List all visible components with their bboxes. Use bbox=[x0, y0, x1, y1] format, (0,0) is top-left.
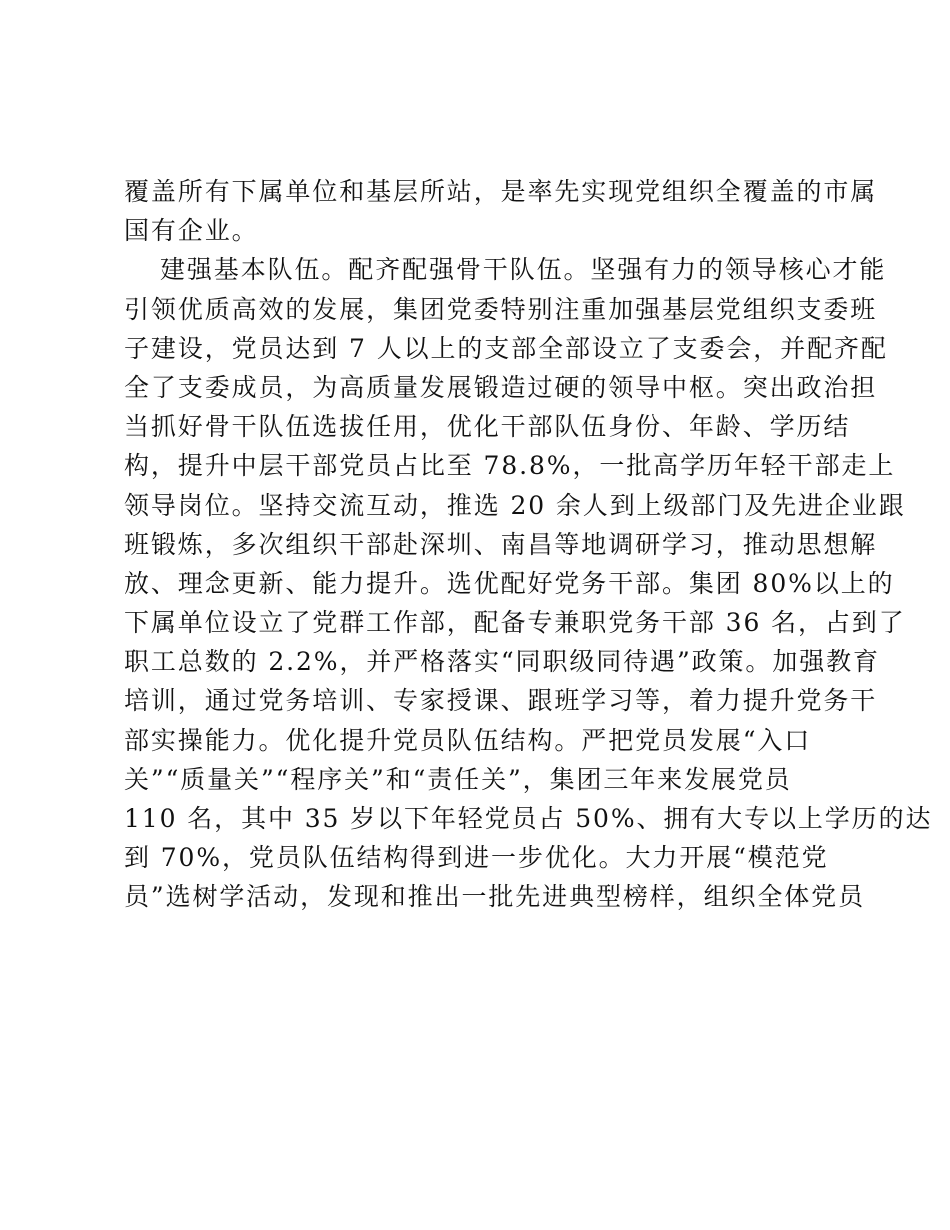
text-line: 下属单位设立了党群工作部，配备专兼职党务干部 36 名，占到了 bbox=[124, 608, 906, 638]
text-line: 放、理念更新、能力提升。选优配好党务干部。集团 80%以上的 bbox=[124, 568, 895, 598]
text-line: 领导岗位。坚持交流互动，推选 20 余人到上级部门及先进企业跟 bbox=[124, 490, 906, 520]
text-line: 员”选树学活动，发现和推出一批先进典型榜样，组织全体党员 bbox=[124, 882, 865, 912]
text-line: 110 名，其中 35 岁以下年轻党员占 50%、拥有大专以上学历的达 bbox=[124, 804, 933, 833]
text-line: 子建设，党员达到 7 人以上的支部全部设立了支委会，并配齐配 bbox=[124, 333, 888, 363]
text-line: 班锻炼，多次组织干部赴深圳、南昌等地调研学习，推动思想解 bbox=[124, 529, 878, 559]
text-line: 引领优质高效的发展，集团党委特别注重加强基层党组织支委班 bbox=[124, 294, 878, 324]
text-line: 培训，通过党务培训、专家授课、跟班学习等，着力提升党务干 bbox=[124, 686, 878, 716]
text-line: 部实操能力。优化提升党员队伍结构。严把党员发展“入口 bbox=[124, 725, 812, 755]
text-line: 构，提升中层干部党员占比至 78.8%，一批高学历年轻干部走上 bbox=[124, 451, 896, 481]
paragraph-first-line: 建强基本队伍。配齐配强骨干队伍。坚强有力的领导核心才能 bbox=[160, 255, 887, 285]
text-line: 职工总数的 2.2%，并严格落实“同职级同待遇”政策。加强教育 bbox=[124, 647, 880, 677]
text-line: 到 70%，党员队伍结构得到进一步优化。大力开展“模范党 bbox=[124, 843, 829, 873]
text-line: 全了支委成员，为高质量发展锻造过硬的领导中枢。突出政治担 bbox=[124, 372, 878, 402]
text-line: 关”“质量关”“程序关”和“责任关”，集团三年来发展党员 bbox=[124, 764, 792, 794]
text-line: 国有企业。 bbox=[124, 216, 259, 246]
text-line: 覆盖所有下属单位和基层所站，是率先实现党组织全覆盖的市属 bbox=[124, 177, 878, 206]
body-text bbox=[124, 172, 933, 917]
text-line: 当抓好骨干队伍选拔任用，优化干部队伍身份、年龄、学历结 bbox=[124, 412, 851, 442]
